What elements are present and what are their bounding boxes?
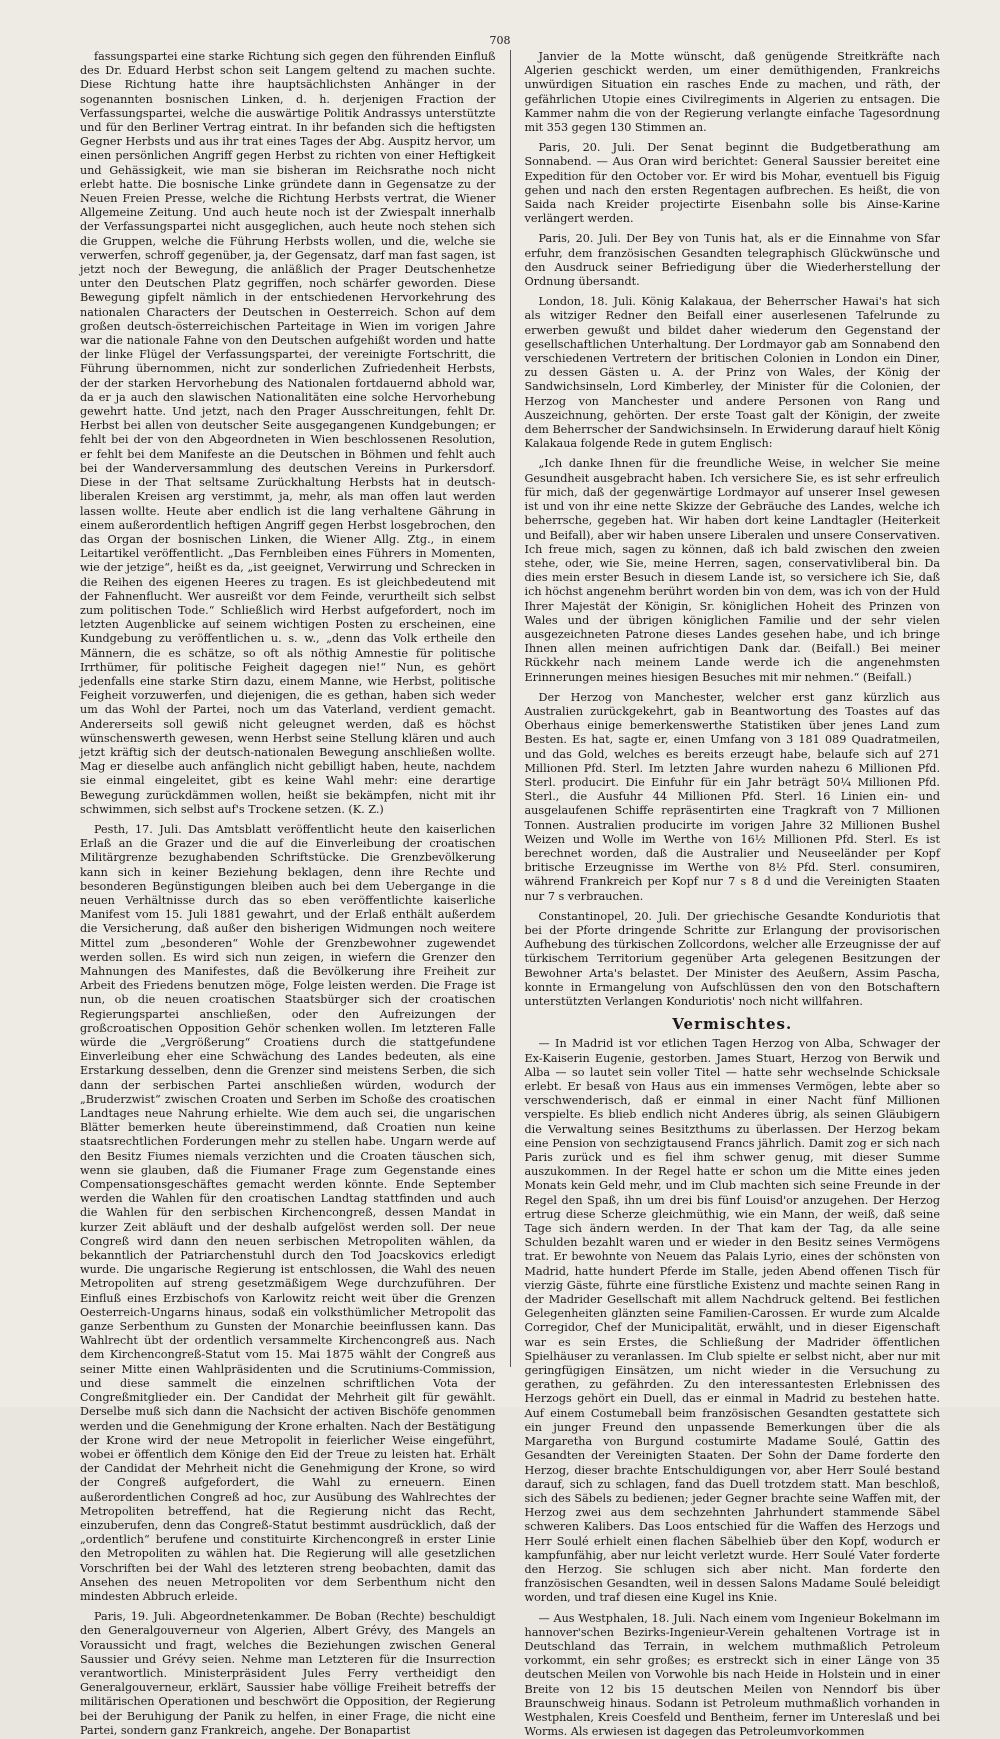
article-pesth: Pesth, 17. Juli. Das Amtsblatt veröffentlicht heute den kaiserlichen Erlaß an die Grazer und die auf die Einverleibung der croatischen Militärgrenze bezughabenden Schriftstücke. Die Grenzbevölkerung kann sich in keiner Beziehung beklagen, denn ihre Rechte und besonderen Begünstigungen bleiben auch bei dem Uebergange in die neuen Verhältnisse durch das so eben veröffentlichte kaiserliche Manifest vom 15. Juli 1881 gewahrt, und der Erlaß enthält außerdem die Versicherung, daß außer den bisherigen Widmungen noch weitere Mittel zum „besonderen“ Wohle der Grenzbewohner zugewendet werden sollen. Es wird sich nun zeigen, in wiefern die Grenzer den Mahnungen des Manifestes, daß die Bevölkerung ihre Freiheit zur Arbeit des Friedens benutzen möge, Folge leisten werden. Die Frage ist nun, ob die neuen croatischen Staatsbürger sich der croatischen Regierungspartei anschließen, oder den Aufreizungen der großcroatischen Opposition Gehör schenken wollen. Im letzteren Falle würde die „Vergrößerung“ Croatiens durch die stattgefundene Einverleibung eher eine Schwächung des Landes bedeuten, als eine Erstarkung desselben, denn die Grenzer sind meistens Serben, die sich dann der serbischen Partei anschließen würden, wodurch der „Bruderzwist“ zwischen Croaten und Serben im Schoße des croatischen Landtages neue Nahrung erhielte. Wie dem auch sei, die ungarischen Blätter bemerken heute übereinstimmend, daß Croatien nun keine staatsrechtlichen Forderungen mehr zu stellen habe. Ungarn werde auf den Besitz Fiumes niemals verzichten und die Croaten täuschen sich, wenn sie glauben, daß die Fiumaner Frage zum Gegenstande eines Compensationsgeschäftes gemacht werden könnte. Ende September werden die Wahlen für den croatischen Landtag stattfinden und auch die Wahlen für den serbischen Kirchencongreß, dessen Mandat in kurzer Zeit abläuft und der deshalb aufgelöst werden soll. Der neue Congreß wird dann den neuen serbischen Metropoliten wählen, da bekanntlich der Patriarchenstuhl durch den Tod Joacskovics erledigt wurde. Die ungarische Regierung ist entschlossen, die Wahl des neuen Metropoliten auf streng gesetzmäßigem Wege durchzuführen. Der Einfluß eines Erzbischofs von Karlowitz reicht weit über die Grenzen Oesterreich-Ungarns hinaus, sodaß ein volksthümlicher Metropolit das ganze Serbenthum zu Gunsten der Monarchie beeinflussen kann. Das Wahlrecht übt der ordentlich versammelte Kirchencongreß aus. Nach dem Kirchencongreß-Statut vom 15. Mai 1875 wählt der Congreß aus seiner Mitte einen Wahlpräsidenten und die Scrutiniums-Commission, und diese sammelt die einzelnen schriftlichen Vota der Congreßmitglieder ein. Der Candidat der Mehrheit gilt für gewählt. Derselbe muß sich dann die Nachsicht der activen Bischöfe genommen werden und die Genehmigung der Krone erhalten. Nach der Bestätigung der Krone wird der neue Metropolit in feierlicher Weise eingeführt, wobei er öffentlich dem Könige den Eid der Treue zu leisten hat. Erhält der Candidat der Mehrheit nicht die Genehmigung der Krone, so wird der Congreß aufgefordert, die Wahl zu erneuern. Einen außerordentlichen Congreß ad hoc, zur Ausübung des Wahlrechtes der Metropoliten betreffend, hat die Regierung nicht das Recht, einzuberufen, denn das Congreß-Statut bestimmt ausdrücklich, daß der „ordentlich“ berufene und constituirte Kirchencongreß in erster Linie den Metropoliten zu wählen hat. Die Regierung will alle gesetzlichen Vorschriften bei der Wahl des letzteren streng beobachten, damit das Ansehen des neuen Metropoliten vor dem Serbenthum nicht den mindesten Abbruch erleide. [80, 822, 496, 1603]
article-paris-20b: Paris, 20. Juli. Der Bey von Tunis hat, als er die Einnahme von Sfar erfuhr, dem französischen Gesandten telegraphisch Glückwünsche und den Ausdruck seiner Befriedigung über die Wiederherstellung der Ordnung übersandt. [524, 232, 940, 289]
article-herbst: fassungspartei eine starke Richtung sich gegen den führenden Einfluß des Dr. Eduard Herbst schon seit Langem geltend zu machen suchte. Diese Richtung hatte ihre hauptsächlichsten Anhänger in der sogenannten bosnischen Linken, d. h. derjenigen Fraction der Verfassungspartei, welche die auswärtige Politik Andrassys unterstützte und für den Berliner Vertrag eintrat. In ihr befanden sich die heftigsten Gegner Herbsts und aus ihr trat eines Tages der Abg. Auspitz hervor, um einen persönlichen Angriff gegen Herbst zu richten von einer Heftigkeit und Gehässigkeit, wie man sie bisheran im Reichsrathe noch nicht erlebt hatte. Die bosnische Linke gründete dann in Gegensatze zu der Neuen Freien Presse, welche die Richtung Herbsts vertrat, die Wiener Allgemeine Zeitung. Und auch heute noch ist der Zwiespalt innerhalb der Verfassungspartei nicht ausgeglichen, auch heute noch stehen sich die Gruppen, welche die Führung Herbsts wollen, und die, welche sie verwerfen, schroff gegenüber, ja, der Gegensatz, darf man fast sagen, ist jetzt noch der Bewegung, die anläßlich der Prager Deutschenhetze unter den Deutschen Platz gegriffen, noch schärfer geworden. Diese Bewegung gipfelt nämlich in der entschiedenen Hervorkehrung des nationalen Characters der Deutschen in Oesterreich. Schon auf dem großen deutsch-österreichischen Parteitage in Wien im vorigen Jahre war die nationale Fahne von den Deutschen aufgehißt worden und hatte der linke Flügel der Verfassungspartei, der vereinigte Fortschritt, die Führung übernommen, nicht zur sonderlichen Zufriedenheit Herbsts, der der starken Hervorhebung des Nationalen fortdauernd abhold war, da er ja auch den slawischen Nationalitäten eine solche Hervorhebung gewehrt hatte. Und jetzt, nach den Prager Ausschreitungen, fehlt Dr. Herbst bei allen von deutscher Seite ausgegangenen Kundgebungen; er fehlt bei der von den Abgeordneten in Wien beschlossenen Resolution, er fehlt bei dem Manifeste an die Deutschen in Böhmen und fehlt auch bei der Wanderversammlung des deutschen Vereins in Purkersdorf. Diese in der That seltsame Zurückhaltung Herbsts hat in deutsch-liberalen Kreisen arg verstimmt, ja, mehr, als man offen laut werden lassen wollte. Heute aber endlich ist die lang verhaltene Gährung in einem außerordentlich heftigen Angriff gegen Herbst losgebrochen, den das Organ der bosnischen Linken, die Wiener Allg. Ztg., in einem Leitartikel veröffentlicht. „Das Fernbleiben eines Führers in Momenten, wie der jetzige“, heißt es da, „ist geeignet, Verwirrung und Schrecken in die Reihen des eigenen Heeres zu tragen. Es ist gleichbedeutend mit der Fahnenflucht. Wer ausreißt vor dem Feinde, verurtheilt sich selbst zum politischen Tode.“ Schließlich wird Herbst aufgefordert, noch im letzten Augenblicke auf seinem wichtigen Posten zu erscheinen, eine Kundgebung zu veröffentlichen u. s. w., „denn das Volk ertheile den Männern, die es schätze, so oft als nöthig Amnestie für politische Irrthümer, für politische Feigheit dagegen nie!“ Nun, es gehört jedenfalls eine starke Stirn dazu, einem Manne, wie Herbst, politische Feigheit vorzuwerfen, und diejenigen, die es gethan, haben sich weder um das Wohl der Partei, noch um das Vaterland, verdient gemacht. Andererseits soll gewiß nicht geleugnet werden, daß es höchst wünschenswerth gewesen, wenn Herbst seine Stellung klären und auch jetzt kräftig sich der deutsch-nationalen Bewegung anschließen wollte. Mag er dieselbe auch anfänglich nicht gebilligt haben, heute, nachdem sie einmal eingeleitet, gibt es keine Wahl mehr: eine derartige Bewegung zurückdämmen wollen, heißt sie bekämpfen, nicht mit ihr schwimmen, sich selbst auf's Trockene setzen. (K. Z.) [80, 50, 496, 816]
article-london: London, 18. Juli. König Kalakaua, der Beherrscher Hawai's hat sich als witziger Redner den Beifall einer auserlesenen Tafelrunde zu erwerben gewußt und bildet daher wiederum den Gegenstand der gesellschaftlichen Unterhaltung. Der Lordmayor gab am Sonnabend den verschiedenen Vertretern der britischen Colonien in London ein Diner, zu dessen Gästen u. A. der Prinz von Wales, der König der Sandwichsinseln, Lord Kimberley, der Minister für die Colonien, der Herzog von Manchester und andere Personen von Rang und Auszeichnung, gehörten. Der erste Toast galt der Königin, der zweite dem Beherrscher der Sandwichsinseln. In Erwiderung darauf hielt König Kalakaua folgende Rede in gutem Englisch: [524, 295, 940, 451]
right-column [524, 50, 941, 1739]
article-paris-19: Paris, 19. Juli. Abgeordnetenkammer. De Boban (Rechte) beschuldigt den Generalgouverneur von Algerien, Albert Grévy, des Mangels an Voraussicht und fragt, welches die Beziehungen zwischen General Saussier und Grévy seien. Nehme man Letzteren für die Insurrection verantwortlich. Ministerpräsident Jules Ferry vertheidigt den Generalgouverneur, erklärt, Saussier habe völlige Freiheit betreffs der militärischen Operationen und beschwört die Opposition, der Regierung bei der Beruhigung der Panik zu helfen, in einer Frage, die nicht eine Partei, sondern ganz Frankreich, angehe. Der Bonapartist [80, 1610, 496, 1737]
article-kalakaua-speech: „Ich danke Ihnen für die freundliche Weise, in welcher Sie meine Gesundheit ausgebracht haben. Ich versichere Sie, es ist sehr erfreulich für mich, daß der gegenwärtige Lordmayor auf unserer Insel gewesen ist und von ihr eine nette Skizze der Gebräuche des Landes, welche ich beherrsche, gegeben hat. Wir haben dort keine Landtagler (Heiterkeit und Beifall), aber wir haben unsere Liberalen und unsere Conservativen. Ich freue mich, sagen zu können, daß ich bald zwischen den zweien stehe, oder, wie Sie, meine Herren, sagen, conservativliberal bin. Da dies mein erster Besuch in diesem Lande ist, so versichere ich Sie, daß ich höchst angenehm berührt worden bin von dem, was ich von der Huld Ihrer Majestät der Königin, Sr. königlichen Hoheit des Prinzen von Wales und der übrigen königlichen Familie und der sehr vielen ausgezeichneten Patrone dieses Landes gesehen habe, und ich bringe Ihnen allen meinen aufrichtigen Dank dar. (Beifall.) Bei meiner Rückkehr nach meinem Lande werde ich die angenehmsten Erinnerungen meines hiesigen Besuches mit mir nehmen.“ (Beifall.) [524, 457, 940, 684]
left-column [80, 50, 496, 1737]
columns [80, 50, 940, 1739]
misc-westphalen: — Aus Westphalen, 18. Juli. Nach einem vom Ingenieur Bokelmann im hannover'schen Bezirks-Ingenieur-Verein gehaltenen Vortrage ist in Deutschland das Terrain, in welchem muthmaßlich Petroleum vorkommt, ein sehr großes; es erstreckt sich in einer Länge von 35 deutschen Meilen von Vorwohle bis nach Heide in Holstein und in einer Breite von 12 bis 15 deutschen Meilen von Nenndorf bis über Braunschweig hinaus. Sodann ist Petroleum muthmaßlich vorhanden in Westphalen, Kreis Coesfeld und Bentheim, ferner im Untereslaß und bei Worms. Als erwiesen ist dagegen das Petroleumvorkommen [524, 1611, 940, 1739]
misc-madrid: — In Madrid ist vor etlichen Tagen Herzog von Alba, Schwager der Ex-Kaiserin Eugenie, gestorben. James Stuart, Herzog von Berwik und Alba — so lautet sein voller Titel — hatte sehr wechselnde Schicksale erlebt. Er besaß von Haus aus ein immenses Vermögen, lebte aber so verschwenderisch, daß er einmal in einer Nacht fünf Millionen verspielte. Es blieb endlich nicht Anderes übrig, als seinen Gläubigern die Verwaltung seines Besitzthums zu überlassen. Der Herzog bekam eine Pension von sechzigtausend Francs jährlich. Damit zog er sich nach Paris zurück und es fiel ihm schwer genug, mit dieser Summe auszukommen. In der Regel hatte er schon um die Mitte eines jeden Monats kein Geld mehr, und im Club machten sich seine Freunde in der Regel den Spaß, ihn um drei bis fünf Louisd'or anzugehen. Der Herzog ertrug diese Scherze gleichmüthig, wie ein Mann, der weiß, daß seine Tage sich ändern werden. In der That kam der Tag, da alle seine Schulden bezahlt waren und er wieder in den Besitz seines Vermögens trat. Er bewohnte von Neuem das Palais Lyrio, eines der schönsten von Madrid, hatte hundert Pferde im Stalle, jeden Abend offenen Tisch für vierzig Gäste, führte eine fürstliche Existenz und machte seinen Rang in der Madrider Gesellschaft mit allem Nachdruck geltend. Bei festlichen Gelegenheiten glänzten seine Familien-Carossen. Er wurde zum Alcalde Corregidor, Chef der Municipalität, erwählt, und in dieser Eigenschaft war es sein Erstes, die Schließung der Madrider öffentlichen Spielhäuser zu veranlassen. Im Club spielte er selbst nicht, aber nur mit geringfügigen Einsätzen, um nicht wieder in die Versuchung zu gerathen, zu gefährden. Zu den interessantesten Erlebnissen des Herzogs gehört ein Duell, das er einmal in Madrid zu bestehen hatte. Auf einem Costumeball beim französischen Gesandten gestattete sich ein junger Freund den unpassende Bemerkungen über die als Margaretha von Burgund costumirte Madame Soulé, Gattin des Gesandten der Vereinigten Staaten. Der Sohn der Dame forderte den Herzog, dieser brachte Entschuldigungen vor, aber Herr Soulé bestand darauf, sich zu schlagen, fand das Duell trotzdem statt. Man beschloß, sich des Säbels zu bedienen; jeder Gegner brachte seine Waffen mit, der Herzog zwei aus dem sechzehnten Jahrhundert stammende Säbel schweren Kalibers. Das Loos entschied für die Waffen des Herzogs und Herr Soulé erhielt einen flachen Säbelhieb über den Kopf, wodurch er kampfunfähig, aber nur leicht verletzt wurde. Herr Soulé Vater forderte den Herzog. Sie schlugen sich aber nicht. Man forderte den französischen Gesandten, weil in dessen Salons Madame Soulé beleidigt worden, und traf diesen eine Kugel ins Knie. [524, 1037, 940, 1605]
article-paris-20a: Paris, 20. Juli. Der Senat beginnt die Budgetberathung am Sonnabend. — Aus Oran wird berichtet: General Saussier bereitet eine Expedition für den October vor. Er wird bis Mohar, eventuell bis Figuig gehen und nach den ersten Regentagen aufbrechen. Es heißt, die von Saida nach Kreider projectirte Eisenbahn solle bis Ainse-Karine verlängert werden. [524, 141, 940, 226]
column-divider [510, 50, 511, 1367]
page-number: 708 [489, 34, 511, 47]
article-paris-cont: Janvier de la Motte wünscht, daß genügende Streitkräfte nach Algerien geschickt werden, um einer demüthigenden, Frankreichs unwürdigen Situation ein rasches Ende zu machen, und räth, der gefährlichen Utopie eines Civilregiments in Algerien zu entsagen. Die Kammer nahm die von der Regierung verlangte einfache Tagesordnung mit 353 gegen 130 Stimmen an. [524, 50, 940, 135]
section-heading: Vermischtes. [672, 1015, 793, 1034]
article-constantinopel: Constantinopel, 20. Juli. Der griechische Gesandte Konduriotis that bei der Pforte dringende Schritte zur Erlangung der provisorischen Aufhebung des türkischen Zollcordons, welcher alle Erzeugnisse der auf türkischem Territorium gegenüber Arta gelegenen Besitzungen der Bewohner Arta's belastet. Der Minister des Aeußern, Assim Pascha, konnte in Ermangelung von Aufschlüssen den von den Botschaftern unterstützten Verlangen Konduriotis' noch nicht willfahren. [524, 909, 940, 1008]
article-manchester: Der Herzog von Manchester, welcher erst ganz kürzlich aus Australien zurückgekehrt, gab in Beantwortung des Toastes auf das Oberhaus einige bemerkenswerthe Statistiken über jenes Land zum Besten. Es hat, sagte er, einen Umfang von 3 181 089 Quadratmeilen, und das Gold, welches es bereits erzeugt habe, belaufe sich auf 271 Millionen Pfd. Sterl. Im letzten Jahre wurden nahezu 6 Millionen Pfd. Sterl. producirt. Die Einfuhr für ein Jahr beträgt 50¼ Millionen Pfd. Sterl., die Ausfuhr 44 Millionen Pfd. Sterl. 16 Linien ein- und ausgelaufenen Schiffe repräsentirten eine Tragkraft von 7 Millionen Tonnen. Australien producirte im vorigen Jahre 32 Millionen Bushel Weizen und Wolle im Werthe von 16½ Millionen Pfd. Sterl. Es ist berechnet worden, daß die Australier und Neuseeländer per Kopf britische Erzeugnisse im Werthe von 8½ Pfd. Sterl. consumiren, während Frankreich per Kopf nur 7 s 8 d und die Vereinigten Staaten nur 7 s verbrauchen. [524, 690, 940, 903]
